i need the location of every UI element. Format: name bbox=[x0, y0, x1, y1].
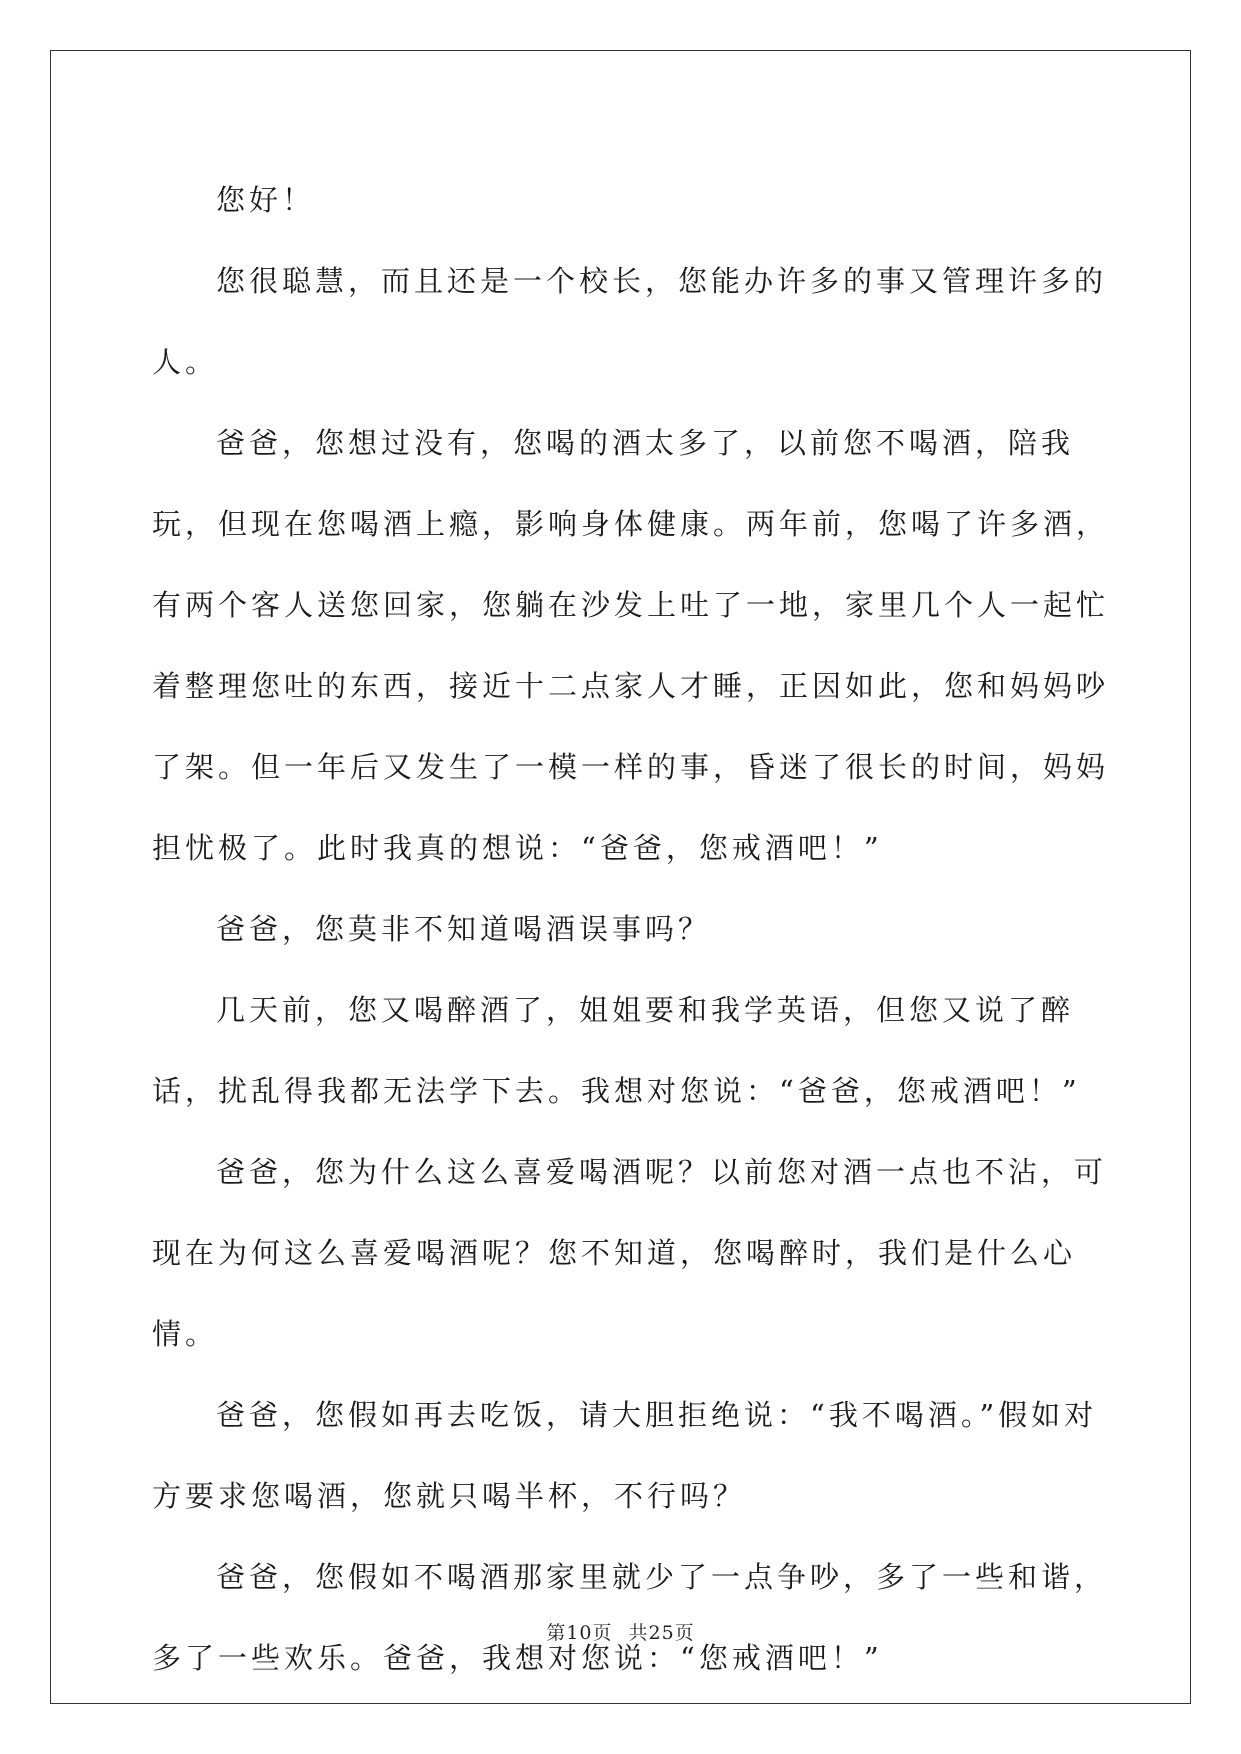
paragraph-greeting: 您好！ bbox=[216, 183, 316, 217]
page-number: 第10页 bbox=[546, 1622, 613, 1644]
paragraph: 爸爸，您为什么这么喜爱喝酒呢？以前您对酒一点也不沾，可现在为何这么喜爱喝酒呢？您不知道，您喝醉时，我们是什么心情。 bbox=[152, 1155, 1108, 1351]
paragraph: 爸爸，您假如再去吃饭，请大胆拒绝说：“我不喝酒。”假如对方要求您喝酒，您就只喝半杯，不行吗？ bbox=[152, 1398, 1098, 1513]
paragraph: 爸爸，您想过没有，您喝的酒太多了，以前您不喝酒，陪我玩，但现在您喝酒上瘾，影响身体健康。两年前，您喝了许多酒，有两个客人送您回家，您躺在沙发上吐了一地，家里几个人一起忙着整理您吐的东西，接近十二点家人才睡，正因如此，您和妈妈吵了架。但一年后又发生了一模一样的事，昏迷了很长的时间，妈妈担忧极了。此时我真的想说：“爸爸，您戒酒吧！” bbox=[152, 426, 1110, 865]
page-total: 共25页 bbox=[628, 1622, 695, 1644]
document-body bbox=[152, 160, 1112, 1699]
paragraph: 几天前，您又喝醉酒了，姐姐要和我学英语，但您又说了醉话，扰乱得我都无法学下去。我想对您说：“爸爸，您戒酒吧！” bbox=[152, 993, 1081, 1108]
page-footer bbox=[0, 1618, 1241, 1645]
paragraph: 您很聪慧，而且还是一个校长，您能办许多的事又管理许多的人。 bbox=[152, 264, 1108, 379]
paragraph: 爸爸，您假如不喝酒那家里就少了一点争吵，多了一些和谐，多了一些欢乐。爸爸，我想对您说：“您戒酒吧！” bbox=[152, 1560, 1108, 1675]
paragraph: 爸爸，您莫非不知道喝酒误事吗？ bbox=[216, 912, 712, 946]
